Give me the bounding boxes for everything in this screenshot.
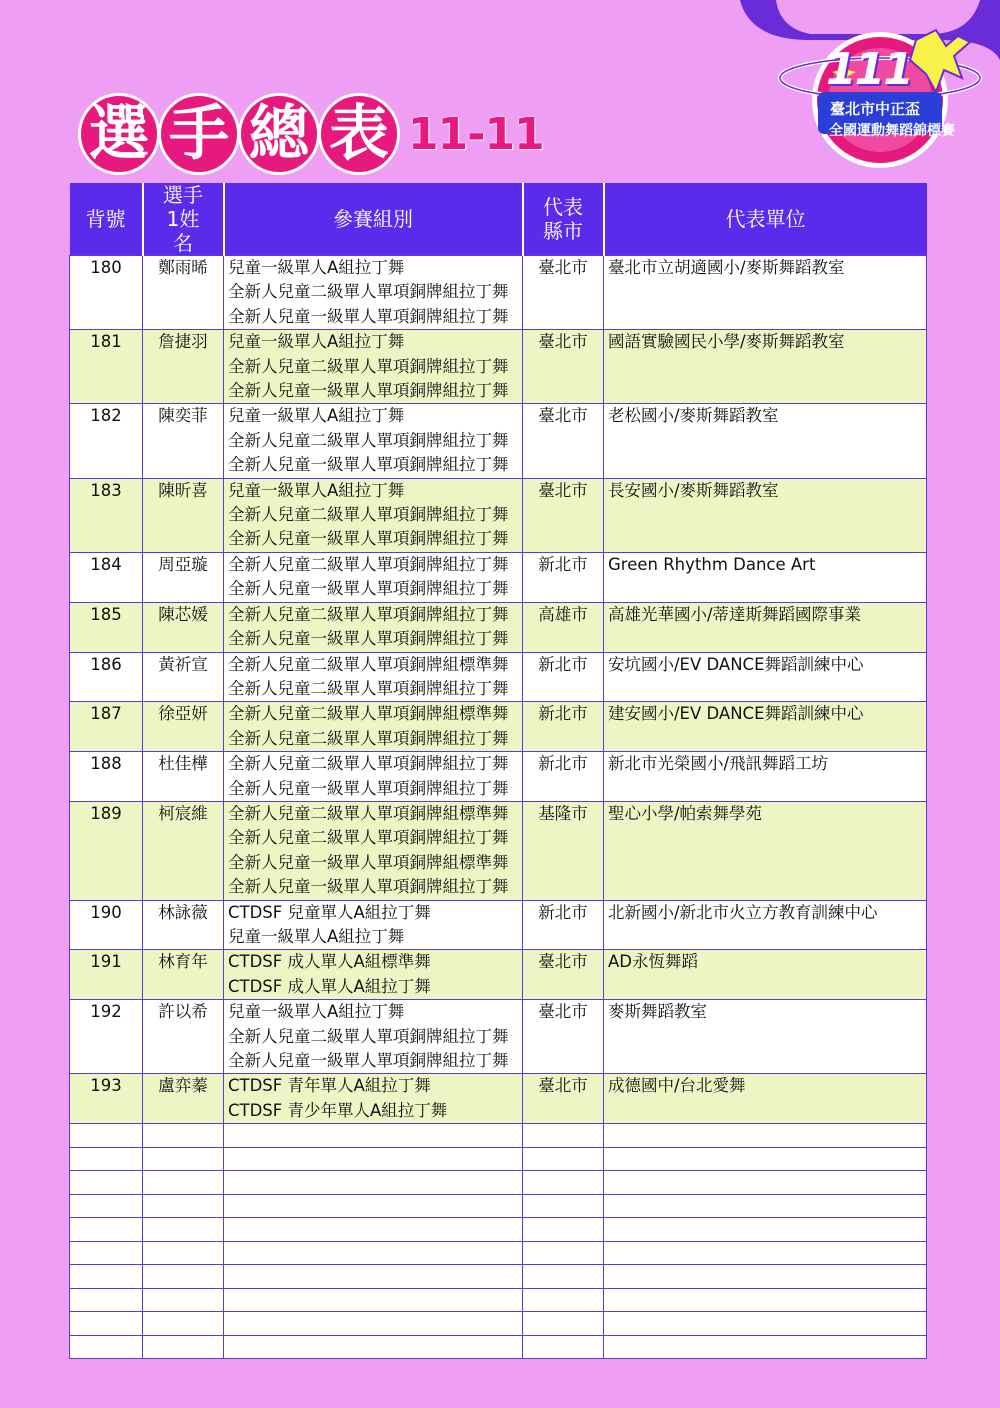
empty-row [70,1147,927,1171]
athlete-number: 182 [70,404,143,478]
table-row [70,652,927,702]
empty-cell [70,1194,143,1218]
table-header-row [70,183,927,256]
county: 新北市 [523,900,604,950]
event-list [224,752,523,802]
unit: 建安國小/EV DANCE舞蹈訓練中心 [604,702,927,752]
table-row [70,950,927,1000]
table-row [70,256,927,330]
event-item: 全新人兒童二級單人單項銅牌組拉丁舞 [228,554,509,574]
event-item: 全新人兒童二級單人單項銅牌組拉丁舞 [228,282,509,302]
empty-row [70,1265,927,1289]
header-county-text: 代表縣市 [543,195,583,243]
unit: AD永恆舞蹈 [604,950,927,1000]
county: 新北市 [523,752,604,802]
athlete-number: 193 [70,1074,143,1124]
empty-cell [604,1265,927,1289]
empty-cell [70,1312,143,1336]
roster-body [70,256,927,1359]
empty-cell [604,1288,927,1312]
athlete-number: 191 [70,950,143,1000]
event-item: 全新人兒童二級單人單項銅牌組標準舞 [228,654,509,674]
event-list [224,552,523,602]
empty-cell [224,1218,523,1242]
empty-row [70,1312,927,1336]
empty-cell [70,1335,143,1359]
county: 臺北市 [523,1000,604,1074]
empty-cell [143,1312,224,1336]
header-county [523,183,604,256]
event-item: 全新人兒童二級單人單項銅牌組拉丁舞 [228,754,509,774]
unit: 安坑國小/EV DANCE舞蹈訓練中心 [604,652,927,702]
event-item: 兒童一級單人A組拉丁舞 [228,406,405,426]
event-list [224,256,523,330]
empty-cell [604,1147,927,1171]
event-list [224,330,523,404]
unit: 麥斯舞蹈教室 [604,1000,927,1074]
event-item: 全新人兒童一級單人單項銅牌組標準舞 [228,852,509,872]
event-item: 全新人兒童一級單人單項銅牌組拉丁舞 [228,1051,509,1070]
event-item: CTDSF 成人單人A組拉丁舞 [228,976,431,996]
event-item: 兒童一級單人A組拉丁舞 [228,1002,405,1022]
athlete-name: 陳奕菲 [143,404,224,478]
county: 高雄市 [523,602,604,652]
county: 臺北市 [523,950,604,1000]
empty-cell [224,1194,523,1218]
table-row [70,552,927,602]
event-item: 全新人兒童二級單人單項銅牌組拉丁舞 [228,604,509,624]
county: 新北市 [523,652,604,702]
title-char: 總 [238,93,320,175]
event-item: 全新人兒童二級單人單項銅牌組標準舞 [228,704,509,724]
table-row [70,702,927,752]
empty-cell [70,1124,143,1148]
table-row [70,752,927,802]
title-char: 手 [158,93,240,175]
empty-cell [604,1124,927,1148]
empty-cell [604,1171,927,1195]
table-row [70,1000,927,1074]
event-item: 全新人兒童二級單人單項銅牌組拉丁舞 [228,678,509,698]
event-list [224,1000,523,1074]
empty-cell [224,1241,523,1265]
empty-cell [523,1335,604,1359]
empty-cell [70,1241,143,1265]
athlete-number: 180 [70,256,143,330]
event-item: CTDSF 青年單人A組拉丁舞 [228,1076,431,1096]
empty-cell [224,1124,523,1148]
empty-cell [523,1171,604,1195]
empty-cell [143,1288,224,1312]
county: 基隆市 [523,801,604,900]
empty-cell [523,1147,604,1171]
county: 新北市 [523,702,604,752]
empty-cell [523,1241,604,1265]
athlete-number: 187 [70,702,143,752]
header-name-text: 選手1姓名 [163,183,203,255]
logo-line2: 全國運動舞蹈錦標賽 [829,123,955,139]
empty-cell [523,1265,604,1289]
athlete-name: 盧弈蓁 [143,1074,224,1124]
event-item: 全新人兒童一級單人單項銅牌組拉丁舞 [228,455,509,475]
athlete-number: 181 [70,330,143,404]
athlete-name: 周亞璇 [143,552,224,602]
unit: 聖心小學/帕索舞學苑 [604,801,927,900]
empty-row [70,1218,927,1242]
unit: 高雄光華國小/蒂達斯舞蹈國際事業 [604,602,927,652]
empty-cell [143,1124,224,1148]
athlete-number: 186 [70,652,143,702]
event-item: 全新人兒童一級單人單項銅牌組拉丁舞 [228,877,509,897]
athlete-name: 徐亞妍 [143,702,224,752]
empty-cell [70,1218,143,1242]
header-unit: 代表單位 [604,183,927,256]
empty-cell [523,1288,604,1312]
event-list [224,900,523,950]
empty-row [70,1124,927,1148]
event-item: CTDSF 成人單人A組標準舞 [228,952,431,972]
empty-cell [604,1312,927,1336]
empty-cell [143,1147,224,1171]
event-item: 全新人兒童一級單人單項銅牌組拉丁舞 [228,629,509,649]
empty-cell [523,1218,604,1242]
empty-row [70,1171,927,1195]
empty-cell [224,1147,523,1171]
event-item: 全新人兒童二級單人單項銅牌組標準舞 [228,803,509,823]
header-number: 背號 [70,183,143,256]
title-char: 表 [318,93,400,175]
header-name [143,183,224,256]
empty-cell [604,1241,927,1265]
county: 臺北市 [523,404,604,478]
empty-cell [604,1194,927,1218]
event-item: 全新人兒童二級單人單項銅牌組拉丁舞 [228,430,509,450]
unit: 成德國中/台北愛舞 [604,1074,927,1124]
unit: 長安國小/麥斯舞蹈教室 [604,478,927,552]
empty-cell [523,1194,604,1218]
athlete-name: 陳昕喜 [143,478,224,552]
county: 臺北市 [523,1074,604,1124]
event-item: 兒童一級單人A組拉丁舞 [228,480,405,500]
empty-row [70,1241,927,1265]
table-row [70,404,927,478]
athlete-number: 185 [70,602,143,652]
athlete-number: 192 [70,1000,143,1074]
empty-cell [604,1218,927,1242]
title-date: 11-11 [408,108,544,160]
event-item: 全新人兒童二級單人單項銅牌組拉丁舞 [228,728,509,748]
title-circles [78,93,398,175]
logo-line1: 臺北市中正盃 [829,100,920,118]
athlete-number: 188 [70,752,143,802]
unit: 新北市光榮國小/飛訊舞蹈工坊 [604,752,927,802]
athlete-name: 杜佳樺 [143,752,224,802]
table-row [70,330,927,404]
empty-cell [70,1171,143,1195]
title-char: 選 [78,93,160,175]
county: 臺北市 [523,330,604,404]
event-item: CTDSF 兒童單人A組拉丁舞 [228,902,431,922]
event-item: 兒童一級單人A組拉丁舞 [228,258,405,277]
athlete-name: 柯宸維 [143,801,224,900]
empty-row [70,1335,927,1359]
athlete-name: 許以希 [143,1000,224,1074]
empty-cell [70,1147,143,1171]
athlete-name: 詹捷羽 [143,330,224,404]
event-item: 全新人兒童二級單人單項銅牌組拉丁舞 [228,1026,509,1046]
unit: 臺北市立胡適國小/麥斯舞蹈教室 [604,256,927,330]
athlete-number: 190 [70,900,143,950]
empty-cell [143,1171,224,1195]
empty-cell [224,1288,523,1312]
event-list [224,478,523,552]
athlete-name: 陳芯媛 [143,602,224,652]
empty-cell [523,1124,604,1148]
unit: 國語實驗國民小學/麥斯舞蹈教室 [604,330,927,404]
event-item: 全新人兒童一級單人單項銅牌組拉丁舞 [228,306,509,326]
event-list [224,602,523,652]
event-list [224,950,523,1000]
empty-cell [224,1335,523,1359]
athlete-name: 黃祈宣 [143,652,224,702]
empty-cell [604,1335,927,1359]
empty-row [70,1194,927,1218]
empty-cell [143,1194,224,1218]
page-title [78,94,544,174]
unit: 北新國小/新北市火立方教育訓練中心 [604,900,927,950]
event-list [224,652,523,702]
empty-cell [70,1265,143,1289]
event-item: 全新人兒童二級單人單項銅牌組拉丁舞 [228,356,509,376]
county: 臺北市 [523,478,604,552]
empty-cell [224,1171,523,1195]
table-row [70,1074,927,1124]
event-item: 全新人兒童二級單人單項銅牌組拉丁舞 [228,828,509,848]
event-item: 全新人兒童一級單人單項銅牌組拉丁舞 [228,381,509,401]
empty-cell [224,1312,523,1336]
event-item: 全新人兒童一級單人單項銅牌組拉丁舞 [228,579,509,599]
athlete-number: 183 [70,478,143,552]
county: 新北市 [523,552,604,602]
event-item: 兒童一級單人A組拉丁舞 [228,926,405,946]
event-item: 全新人兒童一級單人單項銅牌組拉丁舞 [228,529,509,549]
event-item: 全新人兒童一級單人單項銅牌組拉丁舞 [228,778,509,798]
table-row [70,602,927,652]
empty-cell [143,1218,224,1242]
athlete-name: 鄭雨晞 [143,256,224,330]
unit: Green Rhythm Dance Art [604,552,927,602]
event-list [224,1074,523,1124]
empty-row [70,1288,927,1312]
event-list [224,404,523,478]
event-item: 全新人兒童二級單人單項銅牌組拉丁舞 [228,505,509,525]
empty-cell [143,1241,224,1265]
athlete-number: 189 [70,801,143,900]
athlete-name: 林詠薇 [143,900,224,950]
empty-cell [70,1288,143,1312]
empty-cell [224,1265,523,1289]
table-row [70,900,927,950]
athlete-name: 林育年 [143,950,224,1000]
empty-cell [523,1312,604,1336]
table-row [70,478,927,552]
event-item: CTDSF 青少年單人A組拉丁舞 [228,1100,448,1120]
unit: 老松國小/麥斯舞蹈教室 [604,404,927,478]
athlete-number: 184 [70,552,143,602]
event-list [224,702,523,752]
table-row [70,801,927,900]
event-item: 兒童一級單人A組拉丁舞 [228,332,405,352]
empty-cell [143,1335,224,1359]
roster-table [69,183,927,1359]
county: 臺北市 [523,256,604,330]
empty-cell [143,1265,224,1289]
event-list [224,801,523,900]
logo-number: 111 [826,44,912,95]
header-event: 參賽組別 [224,183,523,256]
